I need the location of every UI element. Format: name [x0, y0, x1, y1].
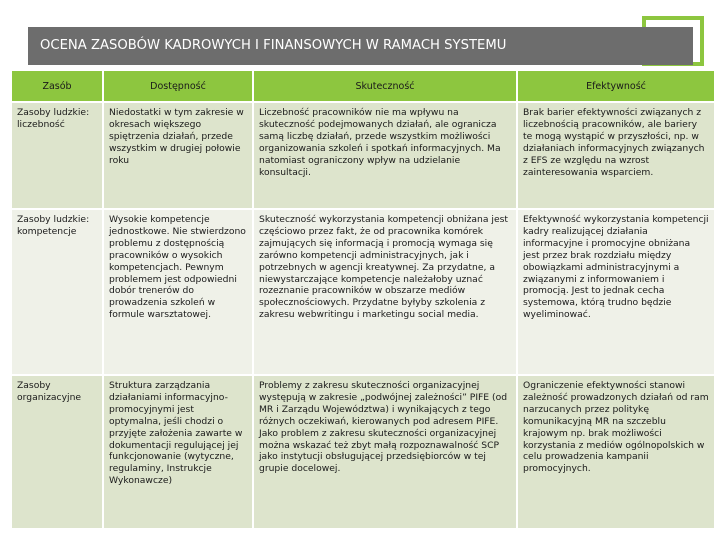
- cell-dostepnosc: Wysokie kompetencje jednostkowe. Nie stwierdzono problemu z dostępnością pracowników o wysokich kompetencjach. Pewnym problemem jest odpowiedni dobór trenerów do prowadzenia szkoleń w formule warsztatowej.: [104, 210, 252, 374]
- cell-dostepnosc: Niedostatki w tym zakresie w okresach większego spiętrzenia działań, przede wszystkim w drugiej połowie roku: [104, 103, 252, 208]
- header-skutecznosc: Skuteczność: [254, 71, 516, 101]
- header-efektywnosc: Efektywność: [518, 71, 714, 101]
- cell-skutecznosc: Problemy z zakresu skuteczności organizacyjnej występują w zakresie „podwójnej zależności” PIFE (od MR i Zarządu Województwa) i wynikających z tego różnych oczekiwań, kierowanych pod adresem PIFE. Jako problem z zakresu skuteczności organizacyjnej można wskazać też zbyt małą rozpoznawalność SCP jako instytucji obsługującej przedsiębiorców w tej grupie docelowej.: [254, 376, 516, 528]
- cell-dostepnosc: Struktura zarządzania działaniami informacyjno-promocyjnymi jest optymalna, jeśli chodzi o przyjęte założenia zawarte w dokumentacji regulującej jej funkcjonowanie (wytyczne, regulaminy, Instrukcje Wykonawcze): [104, 376, 252, 528]
- slide-title: OCENA ZASOBÓW KADROWYCH I FINANSOWYCH W RAMACH SYSTEMU: [40, 38, 507, 53]
- table-row: [12, 103, 714, 208]
- table-row: [12, 376, 714, 528]
- cell-efektywnosc: Brak barier efektywności związanych z liczebnością pracowników, ale bariery te mogą wystąpić w przyszłości, np. w działaniach informacyjnych związanych z EFS ze względu na wzrost zainteresowania wsparciem.: [518, 103, 714, 208]
- table-header-row: [12, 71, 714, 101]
- header-dostepnosc: Dostępność: [104, 71, 252, 101]
- cell-zasob: Zasoby ludzkie: liczebność: [12, 103, 102, 208]
- cell-zasob: Zasoby ludzkie: kompetencje: [12, 210, 102, 374]
- header-zasob: Zasób: [12, 71, 102, 101]
- cell-skutecznosc: Skuteczność wykorzystania kompetencji obniżana jest częściowo przez fakt, że od pracownika komórek zajmujących się informacją i promocją wymaga się zarówno kompetencji administracyjnych, jak i potrzebnych w agencji kreatywnej. Za przydatne, a niewystarczające kompetencje należałoby uznać rozeznanie pracowników w obszarze mediów społecznościowych. Przydatne byłyby szkolenia z zakresu webwritingu i marketingu social media.: [254, 210, 516, 374]
- cell-efektywnosc: Efektywność wykorzystania kompetencji kadry realizującej działania informacyjne i promocyjne obniżana jest przez brak rozdziału między obowiązkami administracyjnymi a związanymi z informowaniem i promocją. Jest to jednak cecha systemowa, którą trudno będzie wyeliminować.: [518, 210, 714, 374]
- cell-efektywnosc: Ograniczenie efektywności stanowi zależność prowadzonych działań od ram narzucanych przez politykę komunikacyjną MR na szczeblu krajowym np. brak możliwości korzystania z mediów ogólnopolskich w celu prowadzenia kampanii promocyjnych.: [518, 376, 714, 528]
- resources-assessment-table: [10, 69, 716, 530]
- cell-zasob: Zasoby organizacyjne: [12, 376, 102, 528]
- table-row: [12, 210, 714, 374]
- title-bar: [28, 27, 693, 65]
- cell-skutecznosc: Liczebność pracowników nie ma wpływu na skuteczność podejmowanych działań, ale ogranicza samą liczbę działań, przede wszystkim możliwości organizowania szkoleń i spotkań informacyjnych. Ma natomiast ograniczony wpływ na udzielanie konsultacji.: [254, 103, 516, 208]
